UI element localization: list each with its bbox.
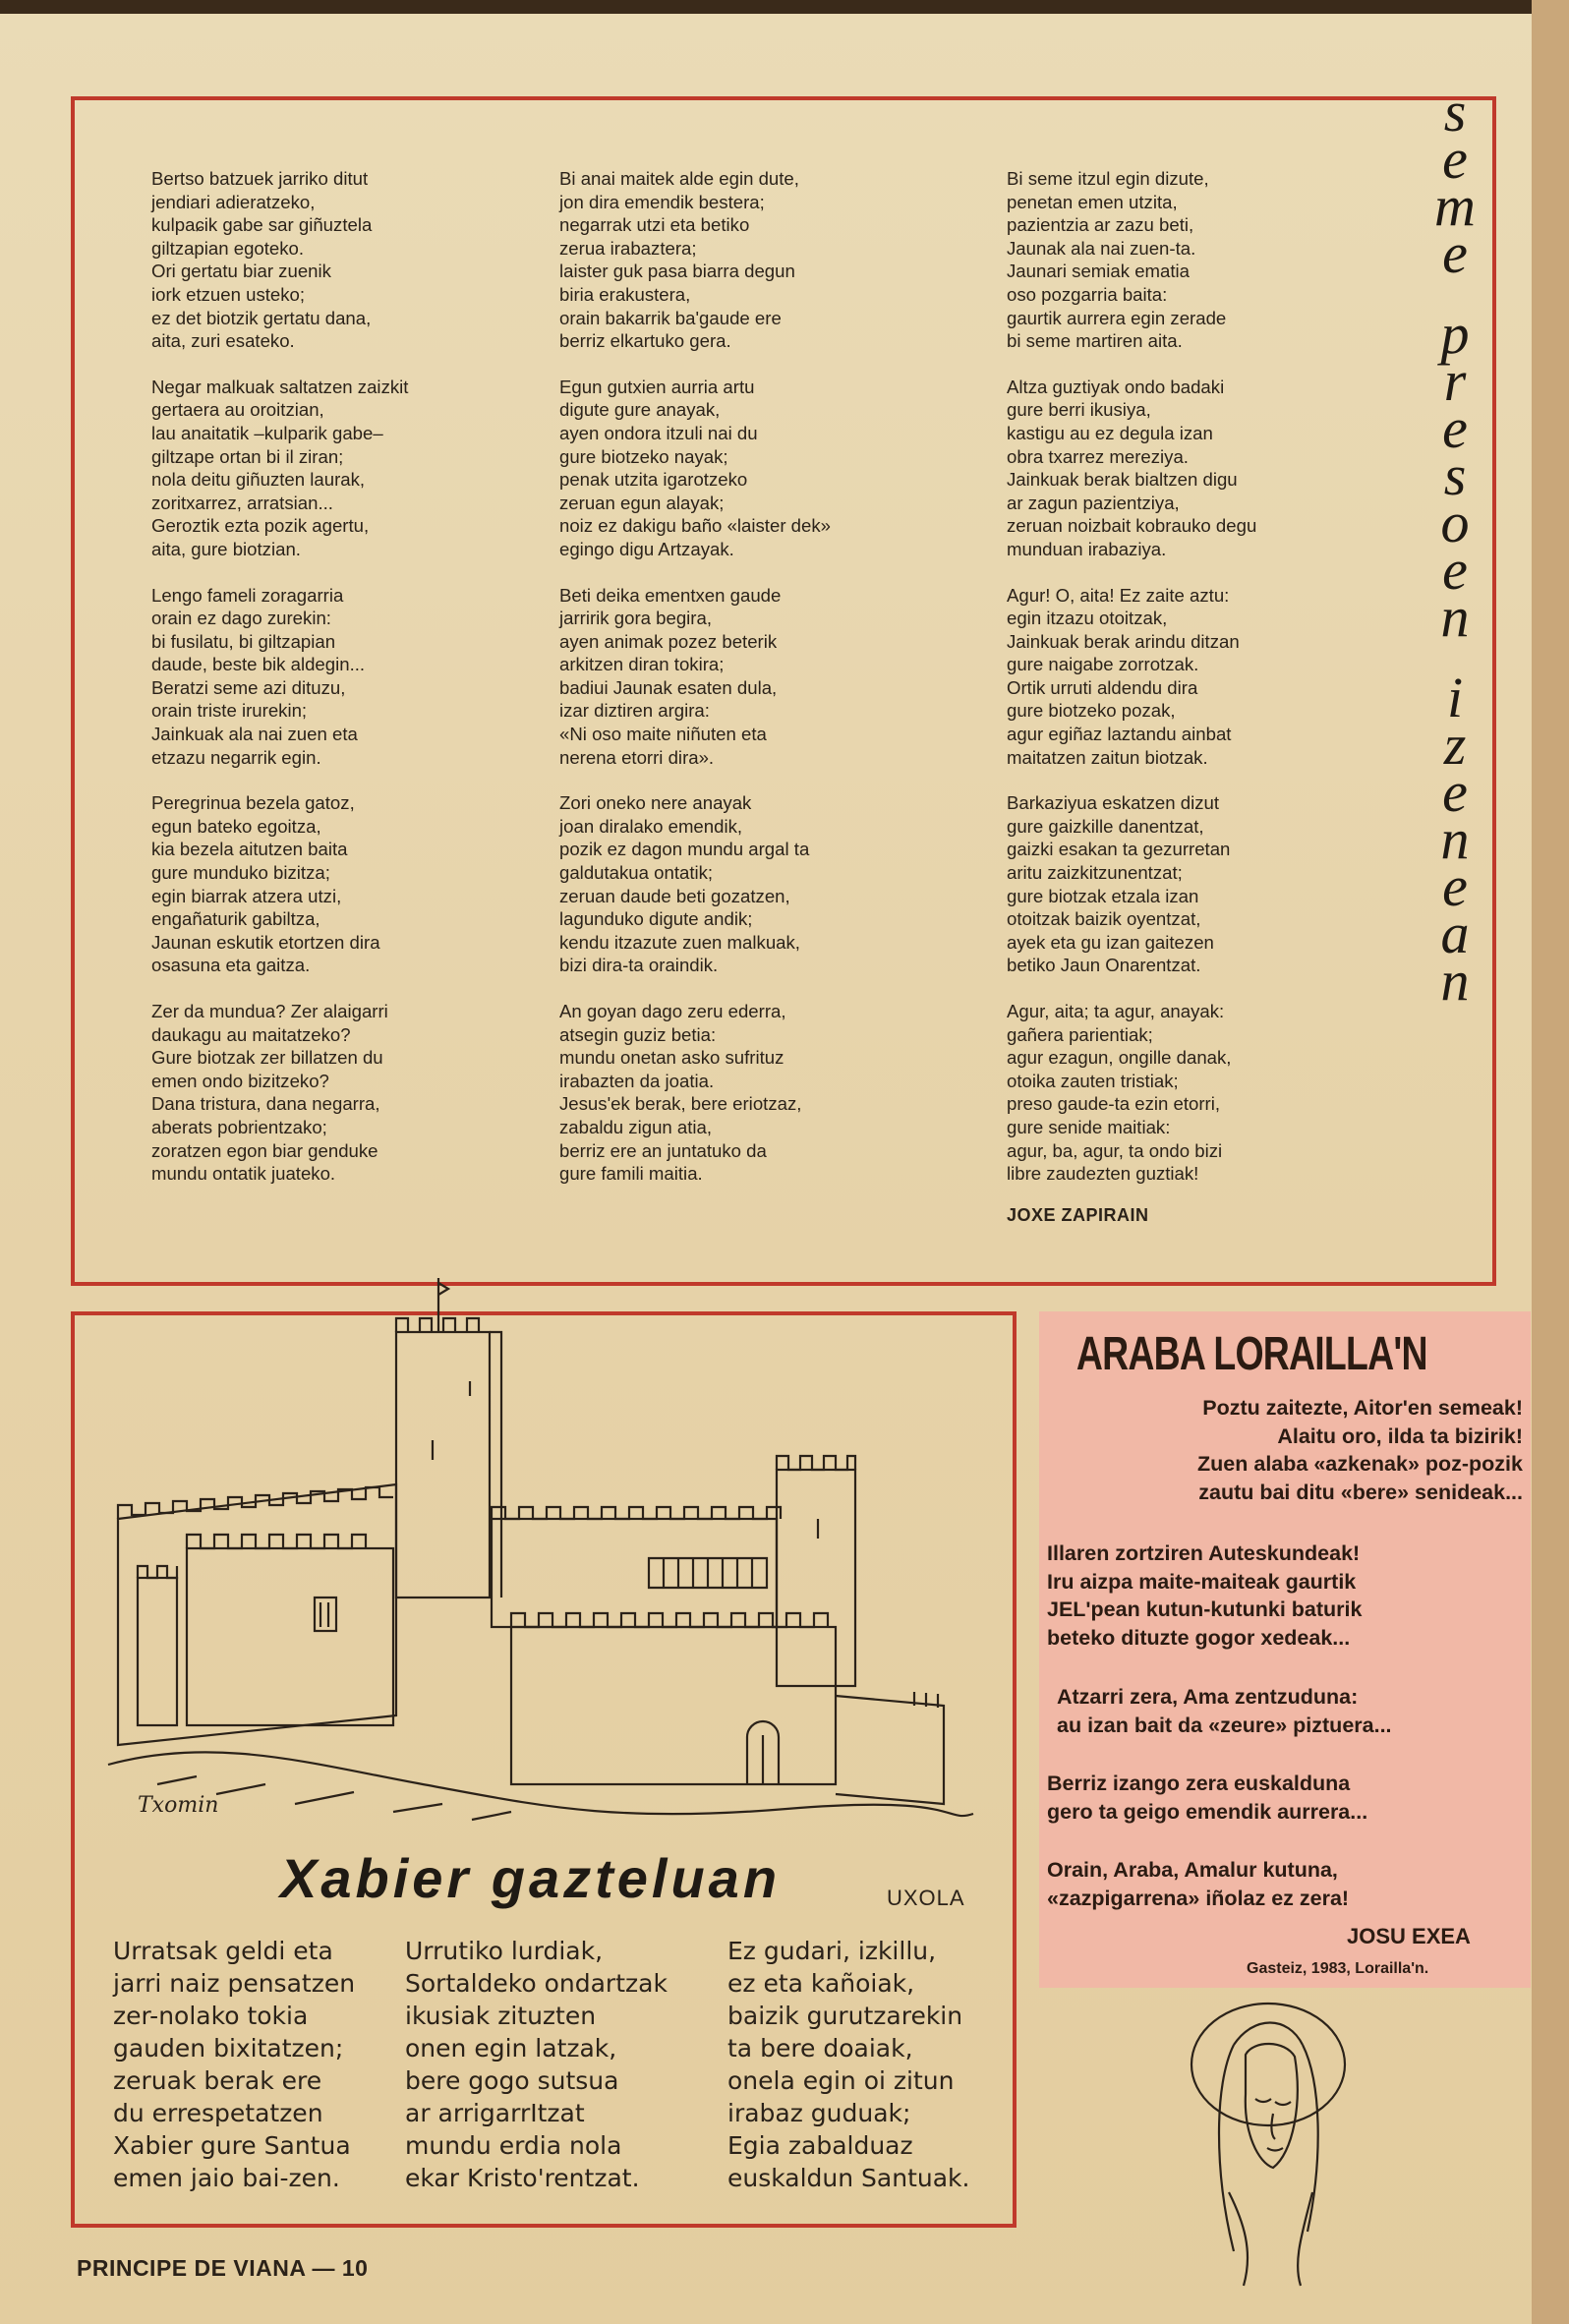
stanza: Bi anai maitek alde egin dute, jon dira emendik bestera; negarrak utzi eta betiko zerua irabaztera; laister guk pasa biarra degun biria erakustera, orain bakarrik ba'gaude ere berriz elkartuko gera.: [559, 168, 799, 352]
title-letter: s: [1443, 443, 1467, 507]
stanza: An goyan dago zeru ederra, atsegin guziz betia: mundu onetan asko sufrituz irabazten da joatia. Jesus'ek berak, bere eriotzaz, zabaldu zigun atia, berriz ere an juntatuko da gure famili maitia.: [559, 1001, 802, 1185]
title-letter: n: [1440, 585, 1470, 649]
title-letter: m: [1434, 174, 1476, 238]
castle-drawing: [98, 1273, 983, 1843]
stanza: Bertso batzuek jarriko ditut jendiari adieratzeko, kulpaɕik gabe sar giñuztela giltzapian egoteko. Ori gertatu biar zuenik iork etzuen usteko; ez det biotzik gertatu dana, aita, zuri esateko.: [151, 168, 373, 352]
stanza: Zori oneko nere anayak joan diralako emendik, pozik ez dagon mundu argal ta galdutakua ontatik; zeruan daude beti gozatzen, lagunduko digute andik; kendu itzazute zuen malkuak, bizi dira-ta oraindik.: [559, 792, 810, 976]
title-letter: i: [1446, 666, 1464, 729]
title-letter: z: [1443, 713, 1467, 777]
araba-poem-title: ARABA LORAILLA'N: [1075, 1328, 1427, 1380]
title-letter: r: [1443, 349, 1467, 413]
castle-poem-author: UXOLA: [887, 1886, 965, 1910]
title-letter: e: [1442, 396, 1468, 460]
poem-column-2: [559, 167, 943, 1208]
poem-column-3: [1007, 167, 1400, 1227]
title-letter: e: [1442, 538, 1468, 602]
poem-column-1: [151, 167, 535, 1208]
araba-stanza: Orain, Araba, Amalur kutuna, «zazpigarrena» iñolaz ez zera!: [1047, 1858, 1350, 1910]
title-letter: e: [1442, 854, 1468, 918]
page-footer: PRINCIPE DE VIANA — 10: [77, 2255, 369, 2281]
araba-stanza: Illaren zortziren Auteskundeak! Iru aizpa maite-maiteak gaurtik JEL'pean kutun-kutunki baturik beteko dituzte gogor xedeak...: [1047, 1541, 1363, 1650]
artist-signature: Txomin: [138, 1793, 219, 1818]
title-letter: p: [1440, 302, 1470, 366]
araba-stanza: Atzarri zera, Ama zentzuduna: au izan bait da «zeure» piztuera...: [1057, 1685, 1392, 1737]
title-letter: a: [1440, 901, 1470, 965]
scan-right-edge: [1532, 0, 1569, 2324]
araba-stanza: Berriz izango zera euskalduna gero ta geigo emendik aurrera...: [1047, 1772, 1368, 1824]
stanza: Agur! O, aita! Ez zaite aztu: egin itzazu otoitzak, Jainkuak berak arindu ditzan gure naigabe zorrotzak. Ortik urruti aldendu dira gure biotzeko pozak, agur egiñaz laztandu ainbat maitatzen zaitun biotzak.: [1007, 584, 1240, 768]
stanza: Lengo fameli zoragarria orain ez dago zurekin: bi fusilatu, bi giltzapian daude, beste bik aldegin... Beratzi seme azi dituzu, orain triste irurekin; Jainkuak ala nai zuen eta etzazu negarrik egin.: [151, 584, 366, 768]
poem-signature: JOXE ZAPIRAIN: [1007, 1204, 1149, 1225]
stanza: Altza guztiyak ondo badaki gure berri ikusiya, kastigu au ez degula izan obra txarrez mereziya. Jainkuak berak bialtzen digu ar zagun pazientziya, zeruan noizbait kobrauko degu munduan irabaziya.: [1007, 376, 1257, 559]
title-letter: n: [1440, 807, 1470, 871]
stanza: Zer da mundua? Zer alaigarri daukagu au maitatzeko? Gure biotzak zer billatzen du emen ondo bizitzeko? Dana tristura, dana negarra, aberats pobrientzako; zoratzen egon biar genduke mundu ontatik juateko.: [151, 1001, 388, 1185]
stanza: Negar malkuak saltatzen zaizkit gertaera au oroitzian, lau anaitatik –kulparik gabe– giltzape ortan bi il ziran; nola deitu giñuzten laurak, zoritxarrez, arratsian... Geroztik ezta pozik agertu, aita, gure biotzian.: [151, 376, 409, 559]
title-letter: e: [1442, 221, 1468, 285]
madonna-illustration: [1175, 1996, 1362, 2291]
stanza: Barkaziyua eskatzen dizut gure gaizkille danentzat, gaizki esakan ta gezurretan aritu zaizkitzunentzat; gure biotzak etzala izan otoitzak baizik oyentzat, ayek eta gu izan gaitezen betiko Jaun Onarentzat.: [1007, 792, 1231, 976]
title-letter: o: [1440, 491, 1470, 554]
title-letter: s: [1443, 80, 1467, 144]
castle-poem-column-3: Ez gudari, izkillu, ez eta kañoiak, baizik gurutzarekin ta bere doaiak, onela egin oi zitun irabaz guduak; Egia zabalduaz euskaldun Santuak.: [727, 1937, 970, 2192]
scan-top-edge: [0, 0, 1569, 14]
stanza: Bi seme itzul egin dizute, penetan emen utzita, pazientzia ar zazu beti, Jaunak ala nai zuen-ta. Jaunari semiak ematia oso pozgarria baita: gaurtik aurrera egin zerade bi seme martiren aita.: [1007, 168, 1227, 352]
castle-poem-title: Xabier gazteluan: [280, 1847, 782, 1909]
vertical-title: [1414, 80, 1496, 1276]
title-letter: n: [1440, 949, 1470, 1013]
title-letter: e: [1442, 127, 1468, 191]
stanza: Egun gutxien aurria artu digute gure anayak, ayen ondora itzuli nai du gure biotzeko nayak; penak utzita igarotzeko zeruan egun alayak; noiz ez dakigu baño «laister dek» egingo digu Artzayak.: [559, 376, 831, 559]
araba-place-date: Gasteiz, 1983, Lorailla'n.: [1247, 1960, 1429, 1977]
araba-signature: JOSU EXEA: [1347, 1924, 1471, 1948]
title-letter: e: [1442, 760, 1468, 824]
stanza: Beti deika ementxen gaude jarririk gora begira, ayen animak pozez beterik arkitzen diran tokira; badiui Jaunak esaten dula, izar diztiren argira: «Ni oso maite niñuten eta nerena etorri dira».: [559, 584, 782, 768]
stanza: Agur, aita; ta agur, anayak: gañera parientiak; agur ezagun, ongille danak, otoika zauten tristiak; preso gaude-ta ezin etorri, gure senide maitiak: agur, ba, agur, ta ondo bizi libre zaudezten guztiak!: [1007, 1001, 1232, 1185]
castle-poem-column-1: Urratsak geldi eta jarri naiz pensatzen zer-nolako tokia gauden bixitatzen; zeruak berak ere du errespetatzen Xabier gure Santua emen jaio bai-zen.: [113, 1937, 356, 2192]
castle-poem-column-2: Urrutiko lurdiak, Sortaldeko ondartzak ikusiak zituzten onen egin latzak, bere gogo sutsua ar arrigarrItzat mundu erdia nola ekar Kristo'rentzat.: [405, 1937, 668, 2192]
araba-stanza: Poztu zaitezte, Aitor'en semeak! Alaitu oro, ilda ta bizirik! Zuen alaba «azkenak» poz-pozik zautu bai ditu «bere» senideak...: [1197, 1396, 1523, 1504]
stanza: Peregrinua bezela gatoz, egun bateko egoitza, kia bezela aitutzen baita gure munduko bizitza; egin biarrak atzera utzi, engañaturik gabiltza, Jaunan eskutik etortzen dira osasuna eta gaitza.: [151, 792, 380, 976]
